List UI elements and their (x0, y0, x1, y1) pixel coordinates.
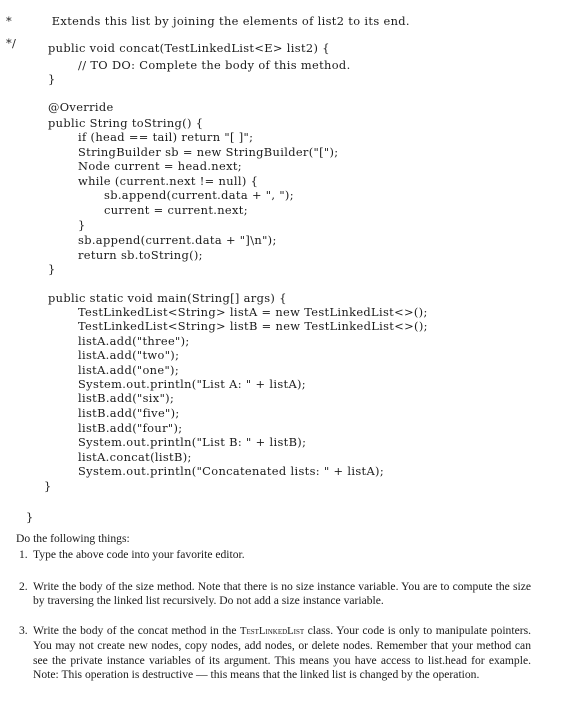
code-line: } (48, 262, 56, 276)
class-name: TestLinkedList (240, 626, 305, 637)
code-line: } (78, 218, 86, 232)
instruction-step (19, 548, 531, 562)
code-line: listA.add("three"); (78, 334, 190, 348)
code-line: } (48, 72, 56, 86)
step-text: Type the above code into your favorite editor. (33, 548, 245, 561)
code-line: listA.add("one"); (78, 363, 180, 377)
code-line: StringBuilder sb = new StringBuilder("["); (78, 145, 339, 159)
code-line: listA.concat(listB); (78, 450, 192, 464)
code-line: listA.add("two"); (78, 348, 180, 362)
code-line: public void concat(TestLinkedList<E> list2) { (48, 41, 330, 55)
code-line: listB.add("five"); (78, 406, 180, 420)
step-text: Write the body of the concat method in the (33, 624, 240, 637)
step-text: class. Your code is only to manipulate pointers. You may not create new nodes, copy nodes, add nodes, or delete nodes. Remember that your method can see the private instance variables of its argument. This means you have access to list.head for example. Note: This operation is destructive — this means that the linked list is changed by the operation. (33, 624, 531, 682)
code-line: System.out.println("Concatenated lists: " + listA); (78, 464, 385, 478)
code-line: * Extends this list by joining the elements of list2 to its end. (6, 14, 410, 28)
code-line: */ (6, 36, 17, 50)
code-line: } (26, 510, 34, 524)
instruction-step (19, 580, 531, 609)
code-line: listB.add("four"); (78, 421, 183, 435)
code-line: public String toString() { (48, 116, 204, 130)
code-line: while (current.next != null) { (78, 174, 259, 188)
code-line: listB.add("six"); (78, 391, 175, 405)
code-line: if (head == tail) return "[ ]"; (78, 130, 254, 144)
step-number: 3. (19, 624, 28, 637)
instruction-step (19, 624, 531, 683)
code-line: System.out.println("List B: " + listB); (78, 435, 307, 449)
code-line: public static void main(String[] args) { (48, 291, 287, 305)
code-line: } (44, 479, 52, 493)
code-line: return sb.toString(); (78, 248, 203, 262)
step-number: 2. (19, 580, 28, 593)
code-line: Node current = head.next; (78, 159, 242, 173)
step-text: Write the body of the size method. Note that there is no size instance variable. You are to compute the size by traversing the linked list recursively. Do not add a size instance variable. (33, 580, 531, 608)
step-number: 1. (19, 548, 28, 561)
code-line: @Override (48, 100, 114, 114)
code-line: sb.append(current.data + "]\n"); (78, 233, 277, 247)
instructions-intro: Do the following things: (16, 532, 130, 545)
code-line: TestLinkedList<String> listB = new TestLinkedList<>(); (78, 319, 428, 333)
code-line: // TO DO: Complete the body of this method. (78, 58, 351, 72)
code-line: sb.append(current.data + ", "); (104, 188, 294, 202)
code-line: current = current.next; (104, 203, 248, 217)
code-line: System.out.println("List A: " + listA); (78, 377, 306, 391)
code-line: TestLinkedList<String> listA = new TestLinkedList<>(); (78, 305, 428, 319)
